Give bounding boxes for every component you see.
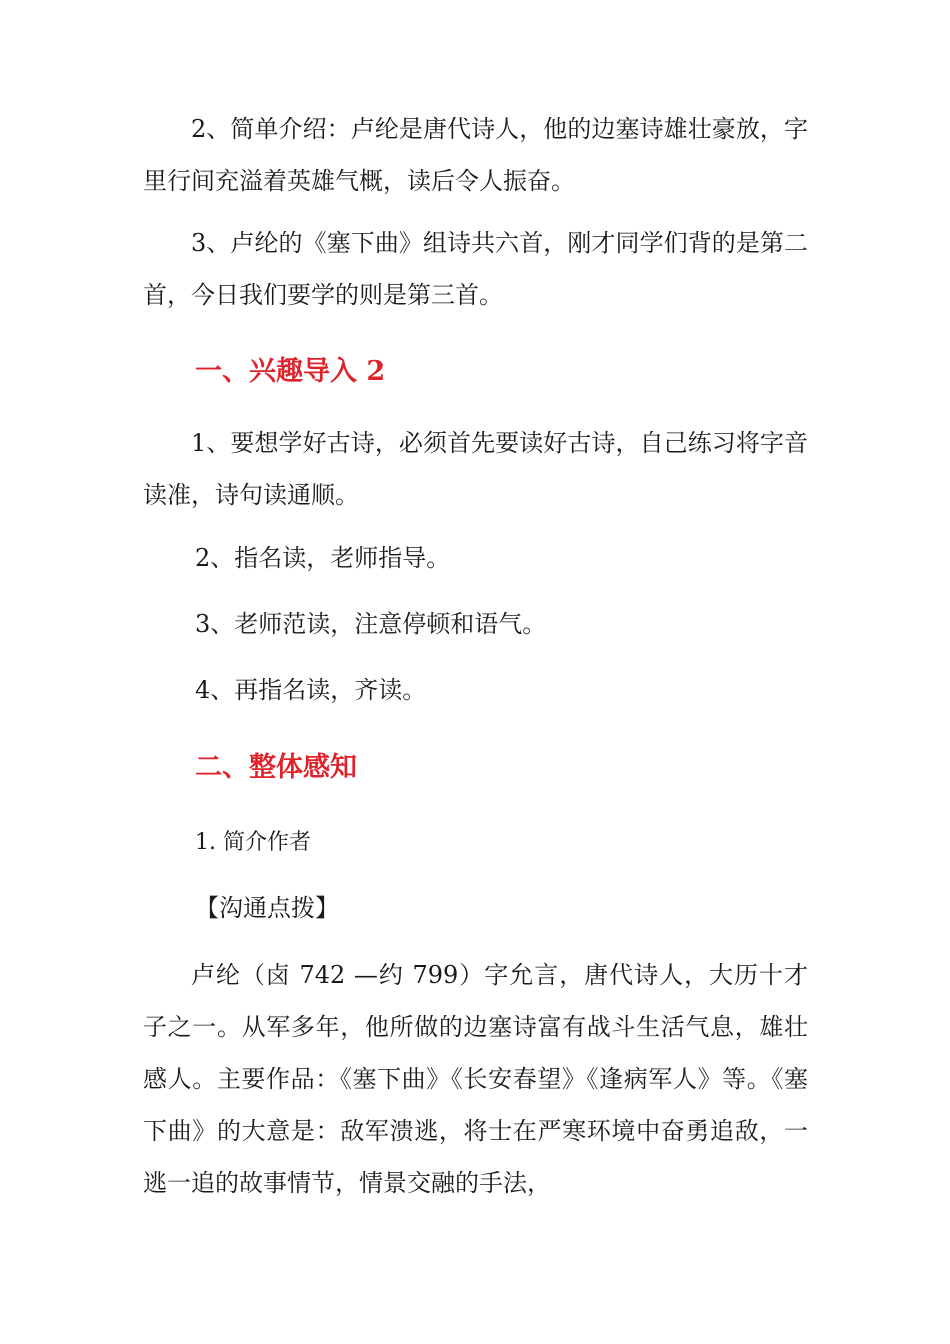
intro-paragraph-3: 3、卢纶的《塞下曲》组诗共六首，刚才同学们背的是第二首，今日我们要学的则是第三首。: [143, 229, 808, 309]
intro-paragraph-2: 2、简单介绍：卢纶是唐代诗人，他的边塞诗雄壮豪放，字里行间充溢着英雄气概，读后令人振奋。: [143, 115, 808, 195]
section-heading-interest-intro: 一、兴趣导入 2: [195, 356, 386, 387]
bracket-label-communication: 【沟通点拨】: [195, 894, 339, 922]
sub-title-author-intro: 1. 简介作者: [195, 830, 311, 855]
section1-item-4: 4、再指名读，齐读。: [195, 676, 427, 704]
section1-item-1: 1、要想学好古诗，必须首先要读好古诗，自己练习将字音读准，诗句读通顺。: [143, 429, 808, 509]
section-heading-overall-perception: 二、整体感知: [195, 752, 357, 783]
section1-item-2: 2、指名读，老师指导。: [195, 544, 451, 572]
author-paragraph: 卢纶（卤 742 —约 799）字允言，唐代诗人，大历十才子之一。从军多年，他所做的边塞诗富有战斗生活气息，雄壮感人。主要作品：《塞下曲》《长安春望》《逢病军人》等。《塞下曲》的大意是：敌军溃逃，将士在严寒环境中奋勇追敌，一逃一追的故事情节，情景交融的手法，: [143, 961, 808, 1197]
section1-item-3: 3、老师范读，注意停顿和语气。: [195, 610, 547, 638]
